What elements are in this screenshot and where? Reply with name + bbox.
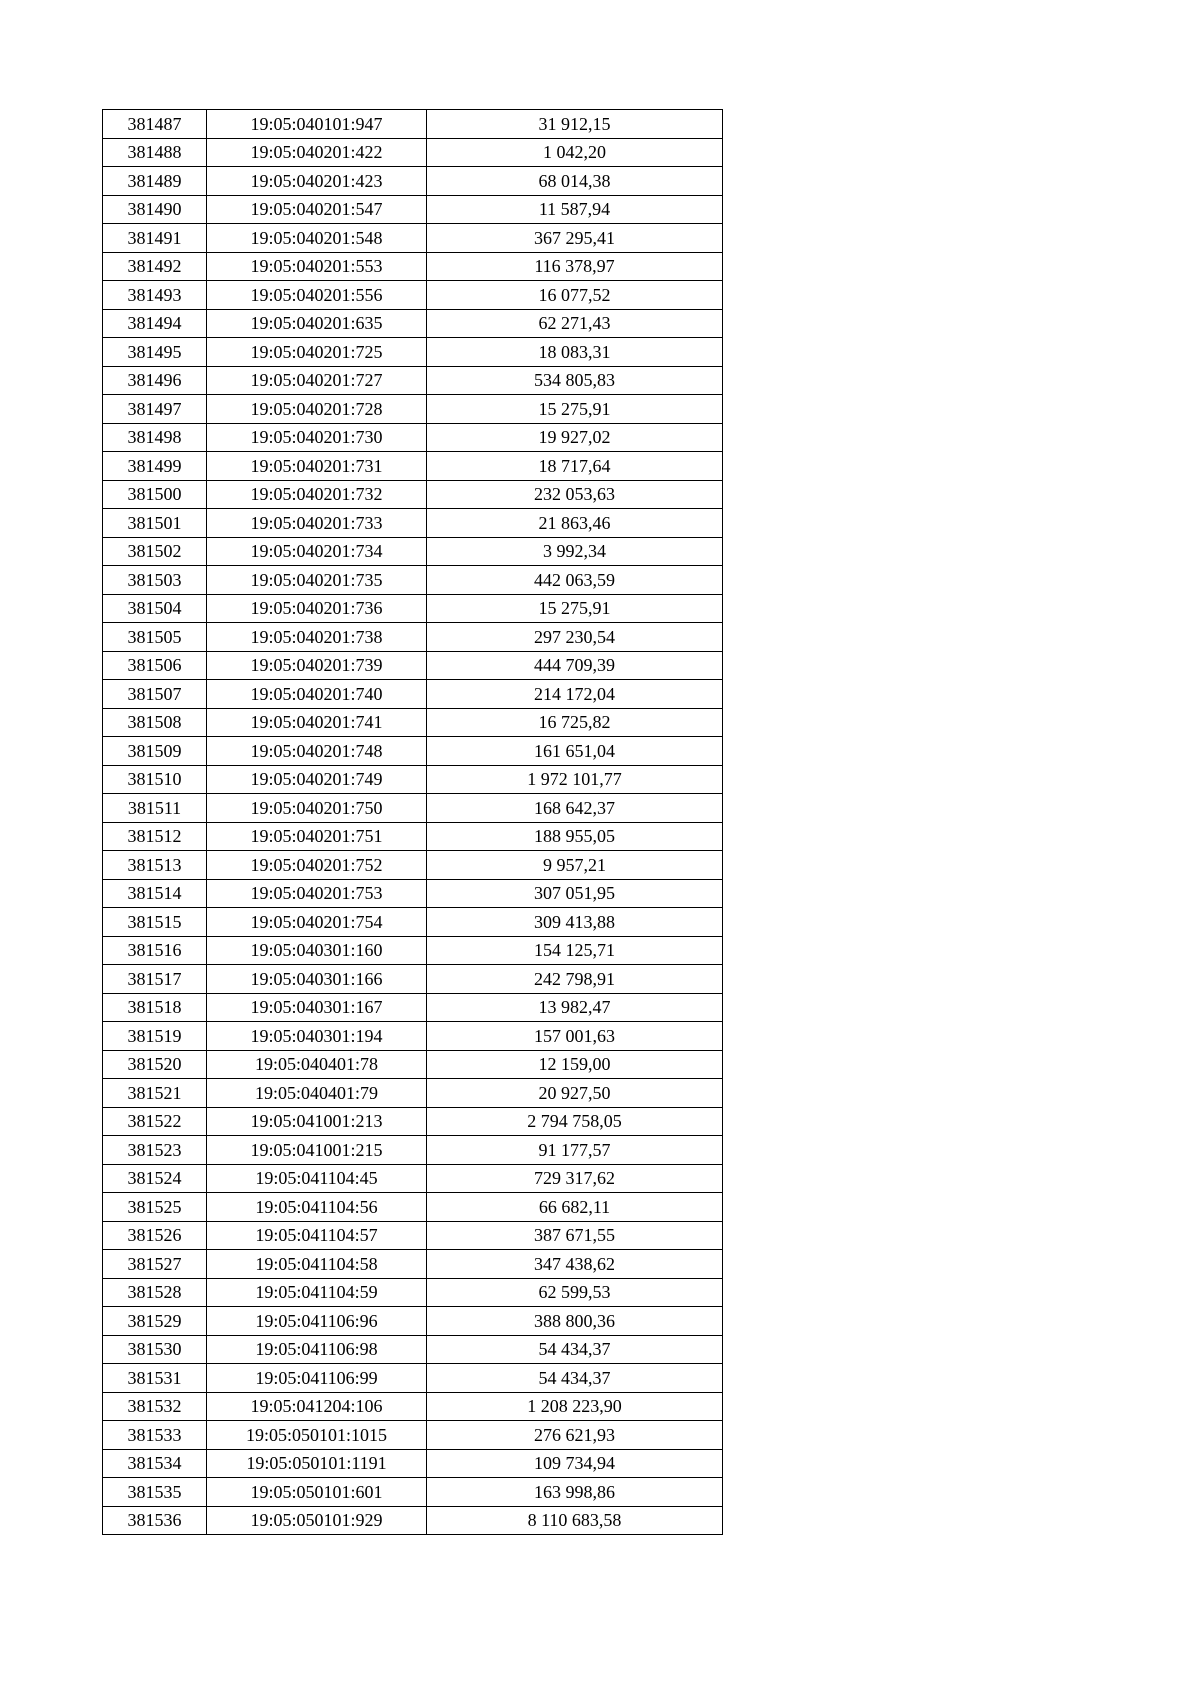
cadastral-number-cell: 19:05:040201:423 [207,167,427,196]
cadastral-value-cell: 19 927,02 [427,423,723,452]
table-row [103,1164,723,1193]
row-number-cell: 381519 [103,1022,207,1051]
cadastral-value-cell: 62 599,53 [427,1278,723,1307]
row-number-cell: 381510 [103,765,207,794]
table-row [103,110,723,139]
cadastral-number-cell: 19:05:040201:751 [207,822,427,851]
cadastral-value-cell: 214 172,04 [427,680,723,709]
cadastral-number-cell: 19:05:041204:106 [207,1392,427,1421]
cadastral-number-cell: 19:05:040201:731 [207,452,427,481]
row-number-cell: 381515 [103,908,207,937]
row-number-cell: 381498 [103,423,207,452]
cadastral-value-cell: 2 794 758,05 [427,1107,723,1136]
row-number-cell: 381494 [103,309,207,338]
cadastral-value-cell: 109 734,94 [427,1449,723,1478]
row-number-cell: 381496 [103,366,207,395]
cadastral-number-cell: 19:05:050101:1191 [207,1449,427,1478]
row-number-cell: 381508 [103,708,207,737]
row-number-cell: 381518 [103,993,207,1022]
cadastral-value-cell: 729 317,62 [427,1164,723,1193]
table-row [103,281,723,310]
table-row [103,195,723,224]
row-number-cell: 381500 [103,480,207,509]
cadastral-value-cell: 154 125,71 [427,936,723,965]
table-row [103,1221,723,1250]
cadastral-value-cell: 9 957,21 [427,851,723,880]
cadastral-number-cell: 19:05:040201:754 [207,908,427,937]
cadastral-number-cell: 19:05:040401:78 [207,1050,427,1079]
cadastral-number-cell: 19:05:041104:56 [207,1193,427,1222]
table-row [103,1335,723,1364]
table-row [103,480,723,509]
row-number-cell: 381512 [103,822,207,851]
cadastral-value-cell: 163 998,86 [427,1478,723,1507]
table-row [103,1050,723,1079]
cadastral-value-cell: 442 063,59 [427,566,723,595]
cadastral-number-cell: 19:05:041104:45 [207,1164,427,1193]
cadastral-number-cell: 19:05:040201:741 [207,708,427,737]
cadastral-value-cell: 347 438,62 [427,1250,723,1279]
cadastral-value-cell: 68 014,38 [427,167,723,196]
cadastral-value-cell: 11 587,94 [427,195,723,224]
row-number-cell: 381509 [103,737,207,766]
cadastral-number-cell: 19:05:041001:213 [207,1107,427,1136]
table-row [103,366,723,395]
cadastral-number-cell: 19:05:040201:635 [207,309,427,338]
cadastral-value-cell: 242 798,91 [427,965,723,994]
table-row [103,252,723,281]
row-number-cell: 381502 [103,537,207,566]
cadastral-value-cell: 232 053,63 [427,480,723,509]
cadastral-value-cell: 15 275,91 [427,594,723,623]
cadastral-value-cell: 16 077,52 [427,281,723,310]
table-row [103,1022,723,1051]
table-row [103,1193,723,1222]
row-number-cell: 381488 [103,138,207,167]
row-number-cell: 381520 [103,1050,207,1079]
cadastral-number-cell: 19:05:040201:750 [207,794,427,823]
cadastral-number-cell: 19:05:040301:194 [207,1022,427,1051]
cadastral-number-cell: 19:05:040201:727 [207,366,427,395]
table-row [103,224,723,253]
table-row [103,680,723,709]
cadastral-number-cell: 19:05:040201:728 [207,395,427,424]
table-row [103,167,723,196]
cadastral-value-table [102,109,723,1535]
table-row [103,1364,723,1393]
cadastral-number-cell: 19:05:050101:601 [207,1478,427,1507]
row-number-cell: 381487 [103,110,207,139]
cadastral-number-cell: 19:05:040201:739 [207,651,427,680]
table-row [103,1250,723,1279]
cadastral-value-cell: 309 413,88 [427,908,723,937]
cadastral-number-cell: 19:05:040201:734 [207,537,427,566]
row-number-cell: 381505 [103,623,207,652]
cadastral-number-cell: 19:05:040201:748 [207,737,427,766]
table-row [103,1478,723,1507]
cadastral-number-cell: 19:05:040201:556 [207,281,427,310]
row-number-cell: 381517 [103,965,207,994]
table-row [103,452,723,481]
table-row [103,965,723,994]
row-number-cell: 381493 [103,281,207,310]
cadastral-number-cell: 19:05:040201:733 [207,509,427,538]
cadastral-number-cell: 19:05:040201:753 [207,879,427,908]
table-row [103,566,723,595]
row-number-cell: 381495 [103,338,207,367]
cadastral-number-cell: 19:05:040401:79 [207,1079,427,1108]
cadastral-number-cell: 19:05:040201:735 [207,566,427,595]
row-number-cell: 381513 [103,851,207,880]
table-row [103,1107,723,1136]
table-row [103,338,723,367]
table-row [103,594,723,623]
table-row [103,794,723,823]
table-row [103,822,723,851]
row-number-cell: 381497 [103,395,207,424]
table-body [103,110,723,1535]
cadastral-value-cell: 54 434,37 [427,1335,723,1364]
cadastral-number-cell: 19:05:040201:752 [207,851,427,880]
cadastral-number-cell: 19:05:040201:547 [207,195,427,224]
cadastral-number-cell: 19:05:040301:160 [207,936,427,965]
row-number-cell: 381507 [103,680,207,709]
row-number-cell: 381527 [103,1250,207,1279]
cadastral-value-cell: 18 717,64 [427,452,723,481]
cadastral-number-cell: 19:05:040201:422 [207,138,427,167]
cadastral-value-cell: 388 800,36 [427,1307,723,1336]
cadastral-number-cell: 19:05:040201:548 [207,224,427,253]
cadastral-value-cell: 161 651,04 [427,737,723,766]
row-number-cell: 381523 [103,1136,207,1165]
table-row [103,651,723,680]
cadastral-number-cell: 19:05:040201:725 [207,338,427,367]
cadastral-value-cell: 387 671,55 [427,1221,723,1250]
table-row [103,423,723,452]
cadastral-number-cell: 19:05:041104:58 [207,1250,427,1279]
table-row [103,1449,723,1478]
cadastral-value-cell: 15 275,91 [427,395,723,424]
cadastral-value-cell: 157 001,63 [427,1022,723,1051]
row-number-cell: 381526 [103,1221,207,1250]
row-number-cell: 381490 [103,195,207,224]
cadastral-value-cell: 444 709,39 [427,651,723,680]
cadastral-value-cell: 16 725,82 [427,708,723,737]
row-number-cell: 381516 [103,936,207,965]
table-row [103,1506,723,1535]
row-number-cell: 381504 [103,594,207,623]
row-number-cell: 381489 [103,167,207,196]
cadastral-value-cell: 8 110 683,58 [427,1506,723,1535]
row-number-cell: 381535 [103,1478,207,1507]
cadastral-value-cell: 276 621,93 [427,1421,723,1450]
cadastral-number-cell: 19:05:041001:215 [207,1136,427,1165]
cadastral-number-cell: 19:05:040201:749 [207,765,427,794]
row-number-cell: 381506 [103,651,207,680]
table-row [103,765,723,794]
cadastral-value-cell: 297 230,54 [427,623,723,652]
table-row [103,1136,723,1165]
cadastral-value-cell: 20 927,50 [427,1079,723,1108]
cadastral-value-cell: 21 863,46 [427,509,723,538]
table-row [103,1392,723,1421]
table-row [103,708,723,737]
table-row [103,1278,723,1307]
row-number-cell: 381514 [103,879,207,908]
cadastral-number-cell: 19:05:041104:57 [207,1221,427,1250]
cadastral-value-cell: 1 972 101,77 [427,765,723,794]
cadastral-number-cell: 19:05:040101:947 [207,110,427,139]
cadastral-value-cell: 1 042,20 [427,138,723,167]
row-number-cell: 381532 [103,1392,207,1421]
cadastral-value-cell: 367 295,41 [427,224,723,253]
cadastral-value-cell: 534 805,83 [427,366,723,395]
cadastral-number-cell: 19:05:041106:99 [207,1364,427,1393]
cadastral-number-cell: 19:05:040201:553 [207,252,427,281]
row-number-cell: 381533 [103,1421,207,1450]
cadastral-value-cell: 116 378,97 [427,252,723,281]
table-row [103,309,723,338]
cadastral-value-cell: 12 159,00 [427,1050,723,1079]
cadastral-value-cell: 307 051,95 [427,879,723,908]
table-row [103,537,723,566]
row-number-cell: 381521 [103,1079,207,1108]
cadastral-number-cell: 19:05:041104:59 [207,1278,427,1307]
row-number-cell: 381503 [103,566,207,595]
row-number-cell: 381499 [103,452,207,481]
cadastral-value-cell: 54 434,37 [427,1364,723,1393]
row-number-cell: 381491 [103,224,207,253]
cadastral-value-cell: 168 642,37 [427,794,723,823]
cadastral-value-cell: 188 955,05 [427,822,723,851]
table-row [103,509,723,538]
table-row [103,737,723,766]
table-row [103,1307,723,1336]
row-number-cell: 381534 [103,1449,207,1478]
table-row [103,395,723,424]
table-row [103,936,723,965]
table-row [103,851,723,880]
cadastral-number-cell: 19:05:040301:166 [207,965,427,994]
cadastral-value-cell: 13 982,47 [427,993,723,1022]
cadastral-value-cell: 66 682,11 [427,1193,723,1222]
cadastral-value-cell: 62 271,43 [427,309,723,338]
row-number-cell: 381524 [103,1164,207,1193]
row-number-cell: 381522 [103,1107,207,1136]
row-number-cell: 381501 [103,509,207,538]
cadastral-value-cell: 1 208 223,90 [427,1392,723,1421]
cadastral-number-cell: 19:05:040201:740 [207,680,427,709]
cadastral-number-cell: 19:05:041106:98 [207,1335,427,1364]
table-row [103,623,723,652]
cadastral-number-cell: 19:05:040201:732 [207,480,427,509]
cadastral-value-cell: 18 083,31 [427,338,723,367]
cadastral-number-cell: 19:05:050101:1015 [207,1421,427,1450]
table-row [103,908,723,937]
row-number-cell: 381525 [103,1193,207,1222]
table-row [103,1079,723,1108]
cadastral-number-cell: 19:05:040201:730 [207,423,427,452]
row-number-cell: 381529 [103,1307,207,1336]
cadastral-number-cell: 19:05:041106:96 [207,1307,427,1336]
table-row [103,1421,723,1450]
row-number-cell: 381492 [103,252,207,281]
cadastral-value-cell: 91 177,57 [427,1136,723,1165]
row-number-cell: 381530 [103,1335,207,1364]
table-row [103,993,723,1022]
table-row [103,879,723,908]
cadastral-value-cell: 3 992,34 [427,537,723,566]
cadastral-number-cell: 19:05:040301:167 [207,993,427,1022]
row-number-cell: 381528 [103,1278,207,1307]
cadastral-value-cell: 31 912,15 [427,110,723,139]
table-row [103,138,723,167]
row-number-cell: 381531 [103,1364,207,1393]
cadastral-number-cell: 19:05:040201:736 [207,594,427,623]
cadastral-number-cell: 19:05:050101:929 [207,1506,427,1535]
row-number-cell: 381511 [103,794,207,823]
row-number-cell: 381536 [103,1506,207,1535]
cadastral-number-cell: 19:05:040201:738 [207,623,427,652]
